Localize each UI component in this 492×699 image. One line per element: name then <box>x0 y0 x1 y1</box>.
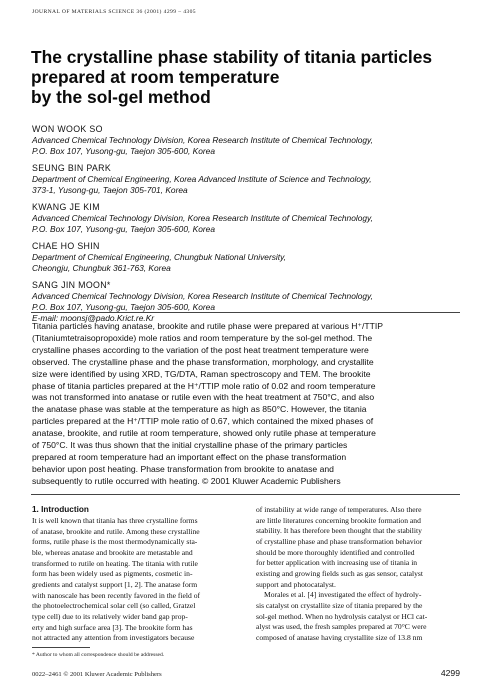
abstract-line: (Titaniumtetraisopropoxide) mole ratios and room temperature by the sol-gel method. The <box>32 332 373 343</box>
abstract-line: observed. The crystalline phase and the phase transformation, morphology, and crystallite <box>32 356 374 367</box>
affiliation-line: P.O. Box 107, Yusong-gu, Taejon 305-600, Korea <box>32 301 215 312</box>
footnote-rule <box>32 647 90 648</box>
body-column-left <box>32 505 234 644</box>
title-line: The crystalline phase stability of titania particles <box>31 47 433 67</box>
abstract-line: crystalline phases according to the variation of the post heat treatment temperature were <box>32 344 369 355</box>
affiliation-line: Advanced Chemical Technology Division, Korea Research Institute of Chemical Technology, <box>32 290 373 301</box>
affiliation-line: P.O. Box 107, Yusong-gu, Taejon 305-600, Korea <box>32 146 215 157</box>
author-name: SANG JIN MOON* <box>32 279 111 290</box>
author-block <box>32 124 472 157</box>
body-line: of instability at wide range of temperatures. Also there <box>256 505 422 514</box>
affiliation-line: Department of Chemical Engineering, Korea Advanced Institute of Science and Technology, <box>32 173 372 184</box>
body-line: type cell) due to its relatively wider band gap prop- <box>32 612 188 621</box>
body-line: It is well known that titania has three crystalline forms <box>32 516 198 526</box>
abstract-line: particles prepared at the H⁺/TTIP mole ratio of 0.67, which contained the mixed phases of <box>32 416 374 427</box>
body-column-right <box>256 505 458 644</box>
body-line: sis catalyst on crystallite size of titania prepared by the <box>256 600 423 610</box>
abstract-line: subsequently to rutile occurred with heating. © 2001 Kluwer Academic Publishers <box>32 475 341 486</box>
body-line: with nanoscale has been recently favored in the field of <box>32 590 201 600</box>
body-line: sol-gel method. When no hydrolysis catalyst or HCl cat- <box>256 611 428 621</box>
abstract-line: phase of titania particles prepared at the H⁺/TTIP mole ratio of 0.02 and room temperature <box>32 380 376 391</box>
abstract-line: prepared at room temperature had an important effect on the phase transformation <box>32 451 347 462</box>
footer-copyright: 0022–2461 © 2001 Kluwer Academic Publishers <box>32 671 162 678</box>
author-name: WON WOOK SO <box>32 124 103 134</box>
section-heading-introduction: 1. Introduction <box>32 505 89 514</box>
body-line: the photoelectrochemical solar cell (so called, Gratzel <box>32 601 196 611</box>
author-name: SEUNG BIN PARK <box>32 162 112 173</box>
title-line: prepared at room temperature <box>31 67 280 87</box>
page-number: 4299 <box>440 668 460 678</box>
body-line: form has been widely used as pigments, cosmetic in- <box>32 569 193 579</box>
affiliation-line: Cheongju, Chungbuk 361-763, Korea <box>32 262 171 273</box>
journal-header: JOURNAL OF MATERIALS SCIENCE 36 (2001) 4299 – 4305 <box>32 9 196 15</box>
abstract-line: of 750°C. It was thus shown that the initial crystalline phase of the primary particles <box>32 440 348 451</box>
affiliation-line: Department of Chemical Engineering, Chungbuk National University, <box>32 251 287 262</box>
abstract-line: the anatase phase was stable at the temperature as high as 850°C. However, the titania <box>32 404 367 415</box>
body-line: are little literatures concerning brookite formation and <box>256 515 421 525</box>
affiliation-line: Advanced Chemical Technology Division, Korea Research Institute of Chemical Technology, <box>32 212 373 223</box>
abstract-line: behavior upon post heating. Phase transformation from brookite to anatase and <box>32 463 334 474</box>
abstract <box>32 321 462 488</box>
body-line: alyst was used, the fresh samples prepared at 70°C were <box>256 622 427 632</box>
affiliation-line: P.O. Box 107, Yusong-gu, Taejon 305-600, Korea <box>32 224 215 235</box>
author-name: KWANG JE KIM <box>32 201 100 212</box>
body-line: for better application with increasing use of titania in <box>256 558 418 568</box>
body-line: composed of anatase having crystallite size of 13.8 nm <box>256 632 423 642</box>
paper-title <box>31 47 471 107</box>
body-line: transformed to rutile on heating. The titania with rutile <box>32 558 198 568</box>
abstract-top-rule <box>31 312 460 313</box>
abstract-line: size were identified by using XRD, TG/DTA, Raman spectroscopy and TEM. The brookite <box>32 368 371 379</box>
author-block <box>32 280 472 325</box>
body-line: erty and high surface area [3]. The brookite form has <box>32 622 193 632</box>
body-line: existing and growing fields such as gas sensor, catalyst <box>256 568 423 578</box>
author-email: E-mail: moonsj@pado.Krict.re.Kr <box>32 313 155 324</box>
affiliation-line: 373-1, Yusong-gu, Taejon 305-701, Korea <box>32 185 188 196</box>
author-block <box>32 202 472 235</box>
affiliation-line: Advanced Chemical Technology Division, Korea Research Institute of Chemical Technology, <box>32 135 373 145</box>
author-name: CHAE HO SHIN <box>32 240 100 251</box>
body-line: support and photocatalyst. <box>256 579 336 589</box>
body-line: of anatase, brookite and rutile. Among these crystalline <box>32 526 200 536</box>
footnote: * Author to whom all correspondence should be addressed. <box>32 652 165 658</box>
abstract-line: Titania particles having anatase, brookite and rutile phase were prepared at various H⁺/TTIP <box>32 321 384 331</box>
body-line: of crystalline phase and phase transformation behavior <box>256 536 423 546</box>
abstract-line: was not transformed into anatase or rutile even with the heat treatment at 750°C, and also <box>32 392 375 403</box>
body-line: should be more thoroughly identified and controlled <box>256 547 415 557</box>
body-line: not attracted any attention from investigators because <box>32 633 195 643</box>
body-line: ble, whereas anatase and brookite are metastable and <box>32 548 193 558</box>
body-line: gredients and catalyst support [1, 2]. The anatase form <box>32 580 198 590</box>
body-line: Morales et al. [4] investigated the effect of hydroly- <box>264 590 422 600</box>
title-line: by the sol-gel method <box>31 87 211 107</box>
author-block <box>32 241 472 274</box>
body-line: forms, rutile phase is the most thermodynamically sta- <box>32 537 198 547</box>
author-list <box>32 124 472 330</box>
author-block <box>32 163 472 196</box>
abstract-bottom-rule <box>31 494 460 495</box>
abstract-line: anatase, brookite, and rutile at room temperature, showed only rutile phase at temperature <box>32 428 376 439</box>
body-line: stability. It has therefore been thought that the stability <box>256 526 422 536</box>
